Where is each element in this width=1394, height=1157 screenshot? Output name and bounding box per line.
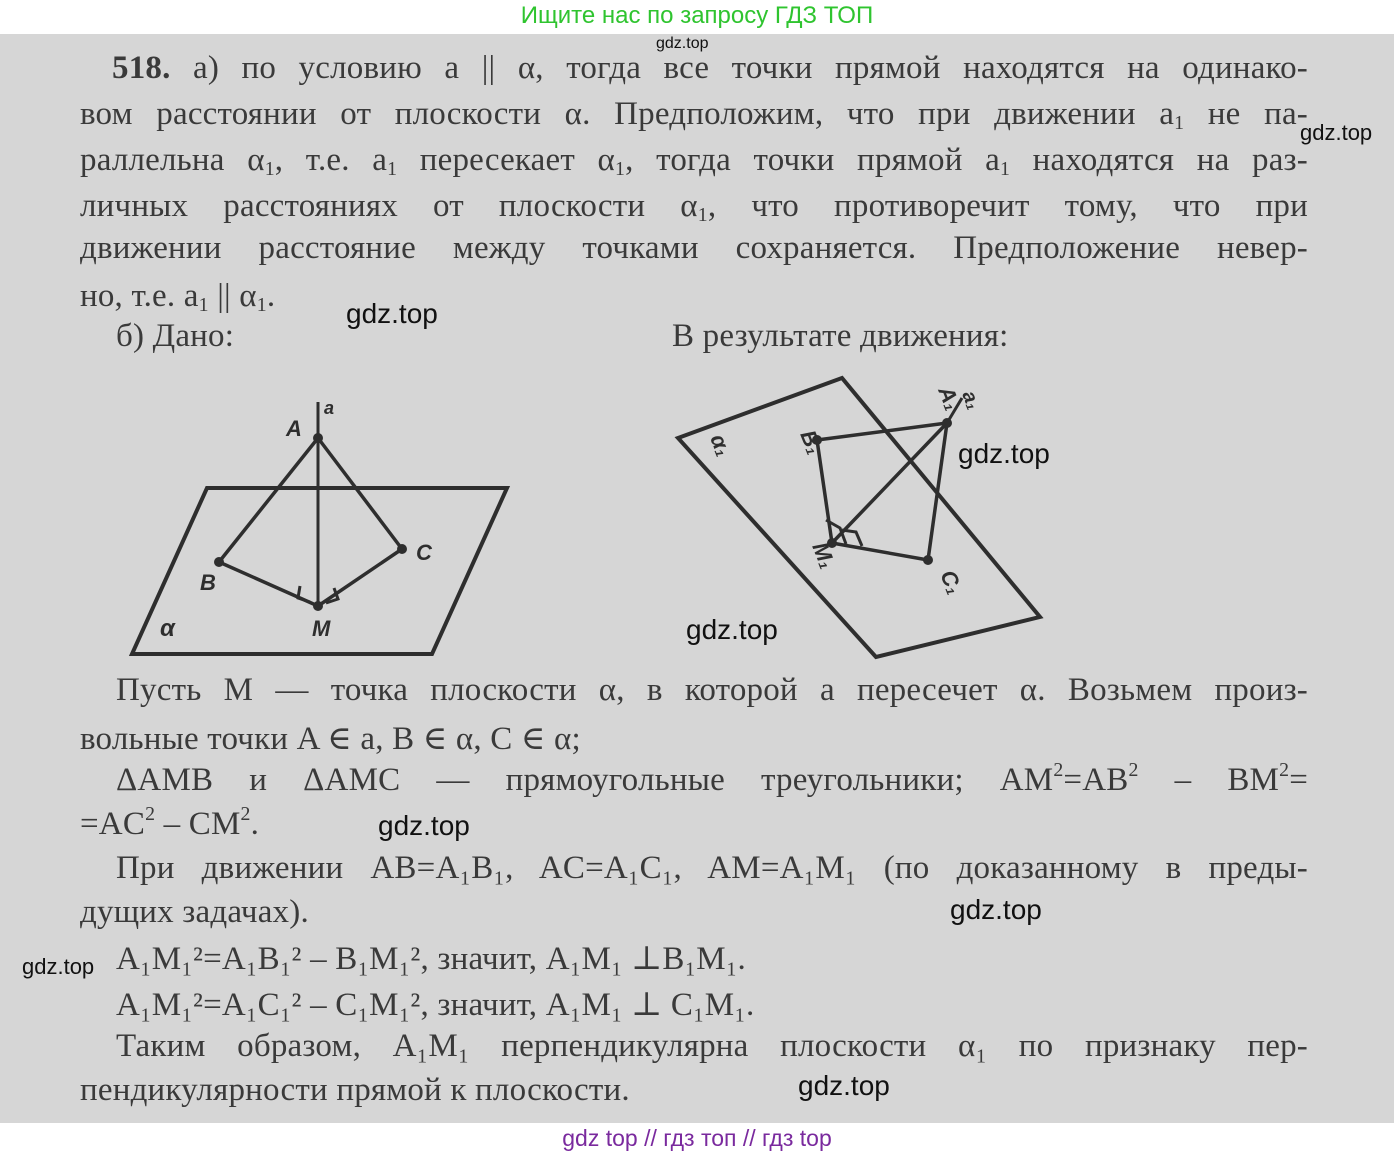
superscript: 2 [145,803,156,826]
label-alpha1: α₁ [705,430,737,460]
label-a1: a₁ [957,387,985,413]
watermark: gdz.top [798,1070,890,1101]
superscript: 2 [1128,759,1139,782]
label-C: C [416,540,432,565]
text-fragment: , что противоречит тому, что при [707,188,1308,224]
watermark: gdz.top [950,894,1042,925]
segment-A1C1 [928,423,947,560]
label-A: A [286,416,302,441]
text-fragment: раллельна α [80,142,265,178]
text-fragment: . [250,806,260,842]
subscript: 1 [1174,111,1185,134]
text-fragment: пересекает α [397,142,616,178]
text-fragment: вом расстоянии от плоскости α. Предположим, что при движении a [80,96,1175,132]
text-fragment: , тогда точки прямой a [625,142,1000,178]
label-alpha: α [160,615,175,642]
text-line-p8: A₁M₁²=A₁C₁² – C₁M₁², значит, A₁M₁ ⊥ C₁M₁. [116,987,755,1023]
text-fragment: =AB [1063,762,1129,798]
text-line-p6: дущих задачах). [80,894,309,930]
text-fragment: =AC [80,806,146,842]
problem-number: 518. [112,50,171,86]
label-M: M [312,616,331,641]
given-label: б) Дано: [116,318,235,354]
watermark: gdz.top [1300,120,1373,145]
watermark: gdz.top [378,810,470,841]
label-C1: C₁ [935,566,968,598]
text-fragment: личных расстояниях от плоскости α [80,188,698,224]
text-fragment: но, т.е. a [80,278,199,314]
subscript: 1 [615,157,626,180]
bottom-banner: gdz top // гдз топ // гдз top [0,1123,1394,1157]
right-angle-mark-left [298,586,310,602]
segment-CM [318,549,402,606]
label-line-a: a [324,398,335,418]
subscript: 1 [264,157,275,180]
text-fragment: – BM [1138,762,1280,798]
text-line-p2: вольные точки A ∈ a, B ∈ α, C ∈ α; [80,721,581,757]
text-fragment: || α [208,278,257,314]
top-banner: Ищите нас по запросу ГДЗ ТОП [0,0,1394,34]
superscript: 2 [1053,759,1064,782]
text-line-p5: При движении AB=A₁B₁, AC=A₁C₁, AM=A₁M₁ (по доказанному в преды- [116,850,1308,886]
segment-M1C1 [832,543,928,560]
text-line-p4 [80,803,260,843]
text-fragment: ΔAMB и ΔAMC — прямоугольные треугольники; AM [116,762,1054,798]
subscript: 1 [697,203,708,226]
text-fragment: = [1289,762,1309,798]
segment-AC [318,438,402,549]
segment-AB [219,438,318,562]
label-B: B [200,570,216,595]
watermark: gdz.top [686,614,778,645]
watermark: gdz.top [346,298,438,329]
text-line-p7: A₁M₁²=A₁B₁² – B₁M₁², значит, A₁M₁ ⊥B₁M₁. [116,941,746,977]
text-fragment: – CM [155,806,241,842]
text-line-p9: Таким образом, A₁M₁ перпендикулярна плоскости α₁ по признаку пер- [116,1028,1308,1064]
superscript: 2 [1279,759,1290,782]
subscript: 1 [387,157,398,180]
text-fragment: . [266,278,276,314]
text-fragment: находятся на раз- [1010,142,1308,178]
text-fragment: а) по условию a || α, тогда все точки прямой находятся на одинако- [193,50,1308,86]
text-line-p1: Пусть M — точка плоскости α, в которой a пересечет α. Возьмем произ- [116,672,1308,708]
label-M1: M₁ [807,538,841,573]
superscript: 2 [240,803,251,826]
textbook-page-scan [0,34,1394,1123]
text-line-5: движении расстояние между точками сохраняется. Предположение невер- [80,230,1308,266]
subscript: 1 [256,293,267,316]
label-A1: A₁ [933,382,966,414]
text-fragment: , т.е. a [274,142,388,178]
subscript: 1 [198,293,209,316]
result-label: В результате движения: [672,318,1009,354]
watermark: gdz.top [22,954,95,979]
text-line-p10: пендикулярности прямой к плоскости. [80,1072,630,1108]
segment-B1M1 [817,440,832,543]
subscript: 1 [1000,157,1011,180]
watermark: gdz.top [656,35,709,52]
text-fragment: не па- [1184,96,1308,132]
label-B1: B₁ [795,426,828,458]
watermark: gdz.top [958,438,1050,469]
text-line-p3 [116,759,1309,799]
